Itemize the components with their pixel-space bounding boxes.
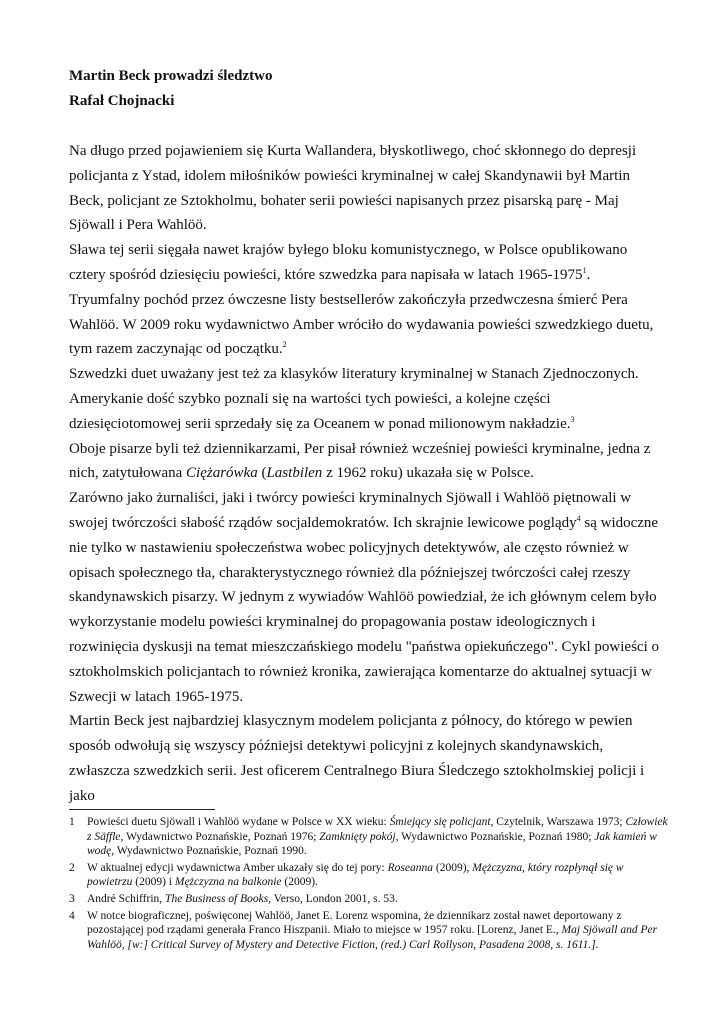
text-run: Martin Beck jest najbardziej klasycznym modelem policjanta z północy, do którego w pewien sposób odwołują się wszyscy późniejsi detektywi policyjni z kolejnych skandynawskich, zwłaszcza szwedzkich serii. Jest oficerem Centralnego Biura Śledczego sztokholmskiej policji i jako — [69, 713, 645, 804]
footnote-text — [87, 892, 669, 907]
text-run: ( — [257, 465, 267, 482]
footnote-text — [87, 815, 669, 859]
text-run: (2009) i — [132, 876, 175, 889]
italic-text: Mężczyzna, który rozpłynął się w powietrzu — [87, 861, 624, 889]
text-run: Szwedzki duet uważany jest też za klasyków literatury kryminalnej w Stanach Zjednoczonych. Amerykanie dość szybko poznali się na wartości tych powieści, a kolejne części dziesięciotomowej serii sprzedały się za Oceanem w ponad milionowym nakładzie. — [69, 366, 639, 432]
text-run: , Wydawnictwo Poznańskie, Poznań 1980; — [395, 830, 595, 843]
text-run: są widoczne nie tylko w nastawieniu społeczeństwa wobec policyjnych detektywów, ale często również w opisach społecznego tła, charakterystycznego również dla późniejszej twórczości całej rzeszy skandynawskich pisarzy. W jednym z wywiadów Wahlöö powiedział, że ich głównym celem było wykorzystanie modelu powieści kryminalnej do propagowania postaw ideologicznych i rozwinięcia dyskusji na temat mieszczańskiego modelu "państwa opiekuńczego". Cykl powieści o sztokholmskich policjantach to również kronika, zawierająca komentarze do aktualnej sytuacji w Szwecji w latach 1965-1975. — [69, 514, 660, 705]
italic-text: Zamknięty pokój — [319, 830, 396, 843]
text-run: Na długo przed pojawieniem się Kurta Wallandera, błyskotliwego, choć skłonnego do depresji policjanta z Ystad, idolem miłośników powieści kryminalnej w całej Skandynawii był Martin Beck, policjant ze Sztokholmu, bohater serii powieści napisanych przez pisarską parę - Maj Sjöwall i Pera Wahlöö. — [69, 143, 637, 234]
text-run: , Wydawnictwo Poznańskie, Poznań 1990. — [111, 845, 307, 858]
text-run: , Verso, London 2001, s. 53. — [268, 892, 398, 905]
italic-text: Człowiek z Säffle — [87, 816, 668, 843]
footnote — [69, 815, 669, 859]
italic-text: Ciężarówka — [186, 465, 258, 482]
text-run: Tryumfalny pochód przez ówczesne listy bestsellerów zakończyła przedwczesna śmierć Pera Wahlöö. W 2009 roku wydawnictwo Amber wróciło do wydawania powieści szwedzkiego duetu, tym razem zaczynając od początku. — [69, 291, 654, 358]
footnote-number: 2 — [69, 861, 75, 874]
footnote — [69, 909, 669, 953]
footnotes — [69, 815, 669, 954]
paragraph — [69, 139, 659, 238]
italic-text: Śmiejący się policjant — [389, 816, 491, 828]
text-run: W notce biograficznej, poświęconej Wahlöö, Janet E. Lorenz wspomina, że dziennikarz został nawet deportowany z pozostającej pod rządami generała Franco Hiszpanii. Miało to miejsce w 1957 roku. [Lorenz, Janet E., — [87, 909, 622, 937]
text-run: . — [586, 266, 591, 283]
document-body — [69, 64, 659, 809]
article-title: Martin Beck prowadzi śledztwo — [69, 68, 273, 84]
footnote-ref: 4 — [576, 513, 581, 523]
footnote-number: 3 — [69, 892, 75, 905]
text-run: , Wydawnictwo Poznańskie, Poznań 1976; — [120, 830, 320, 843]
italic-text: Jak kamień w wodę — [87, 830, 657, 858]
italic-text: Roseanna — [387, 861, 433, 874]
footnote-separator — [69, 809, 215, 810]
footnote-number: 4 — [69, 909, 75, 922]
italic-text: Maj Sjöwall and Per Wahlöö, [w:] Critical Survey of Mystery and Detective Fiction, (red.) Carl Rollyson, Pasadena 2008, s. 1611.]. — [87, 924, 658, 951]
text-run: W aktualnej edycji wydawnictwa Amber ukazały się do tej pory: — [87, 861, 388, 874]
paragraph — [69, 238, 659, 288]
text-run: Zarówno jako żurnaliści, jaki i twórcy powieści kryminalnych Sjöwall i Wahlöö piętnowali w swojej twórczości słabość rządów socjaldemokratów. Ich skrajnie lewicowe poglądy — [69, 490, 632, 531]
text-run: Oboje pisarze byli też dziennikarzami, Per pisał również wcześniej powieści kryminalne, jedna z nich, zatytułowana — [69, 440, 651, 482]
italic-text: Lastbilen — [266, 465, 323, 482]
footnote-text — [87, 861, 669, 890]
footnote-ref: 2 — [282, 340, 287, 350]
text-run: Sława tej serii sięgała nawet krajów byłego bloku komunistycznego, w Polsce opublikowano cztery spośród dziesięciu powieści, które szwedzka para napisała w latach 1965-1975 — [69, 242, 628, 283]
paragraph — [69, 486, 659, 709]
paragraph — [69, 288, 659, 362]
text-run: Powieści duetu Sjöwall i Wahlöö wydane w Polsce w XX wieku: — [87, 816, 390, 828]
footnote — [69, 892, 669, 907]
footnote-text — [87, 909, 669, 953]
article-author: Rafał Chojnacki — [69, 93, 175, 109]
footnote — [69, 861, 669, 890]
text-run: (2009). — [281, 876, 318, 889]
paragraph — [69, 362, 659, 436]
text-run: André Schiffrin, — [87, 892, 166, 905]
paragraph — [69, 709, 659, 808]
article-text — [69, 139, 659, 809]
footnote-number: 1 — [69, 816, 75, 828]
footnote-ref: 1 — [582, 265, 587, 275]
text-run: , Czytelnik, Warszawa 1973; — [490, 816, 626, 828]
text-run: (2009), — [432, 861, 473, 874]
footnote-ref: 3 — [570, 414, 575, 424]
italic-text: The Business of Books — [165, 892, 269, 905]
italic-text: Mężczyzna na balkonie — [174, 876, 282, 889]
paragraph — [69, 437, 659, 487]
text-run: z 1962 roku) ukazała się w Polsce. — [322, 465, 534, 482]
